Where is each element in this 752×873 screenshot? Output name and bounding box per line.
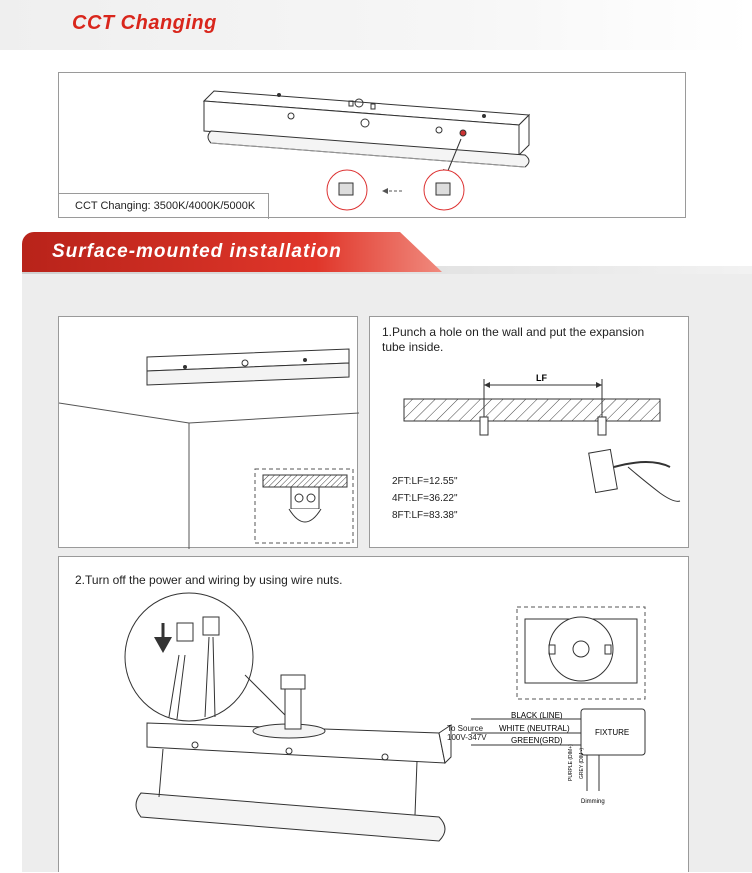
cct-section-title: CCT Changing (72, 12, 217, 34)
ceiling-mount-panel (58, 316, 358, 548)
lf-label: LF (536, 373, 547, 383)
dimming-label: Dimming (581, 799, 605, 805)
wiring-illustration (59, 557, 690, 873)
dim-minus-label: GREY (DIM -) (579, 747, 585, 779)
wire-black-label: BLACK (LINE) (511, 711, 563, 720)
cct-caption-box (59, 193, 269, 219)
cct-panel (58, 72, 686, 218)
surface-section-title: Surface-mounted installation (52, 241, 342, 262)
source-line1: To Source (447, 724, 484, 733)
step2-instruction: 2.Turn off the power and wiring by using wire nuts. (75, 573, 343, 587)
cct-caption-text: CCT Changing: 3500K/4000K/5000K (75, 200, 256, 212)
source-line2: 100V-347V (447, 733, 487, 742)
step1-line1: 1.Punch a hole on the wall and put the expansion (382, 325, 645, 339)
fixture-label: FIXTURE (595, 728, 630, 737)
wire-white-label: WHITE (NEUTRAL) (499, 724, 570, 733)
step2-panel (58, 556, 689, 872)
step1-line2: tube inside. (382, 340, 444, 354)
lf-value-2ft: 2FT:LF=12.55" (392, 476, 458, 487)
source-label (447, 724, 487, 742)
lf-value-8ft: 8FT:LF=83.38" (392, 510, 458, 521)
ceiling-mount-illustration (59, 317, 359, 549)
lf-values-list (392, 473, 458, 524)
wire-green-label: GREEN(GRD) (511, 736, 563, 745)
dim-plus-label: PURPLE (DIM+) (568, 744, 574, 781)
step1-panel (369, 316, 689, 548)
lf-value-4ft: 4FT:LF=36.22" (392, 493, 458, 504)
